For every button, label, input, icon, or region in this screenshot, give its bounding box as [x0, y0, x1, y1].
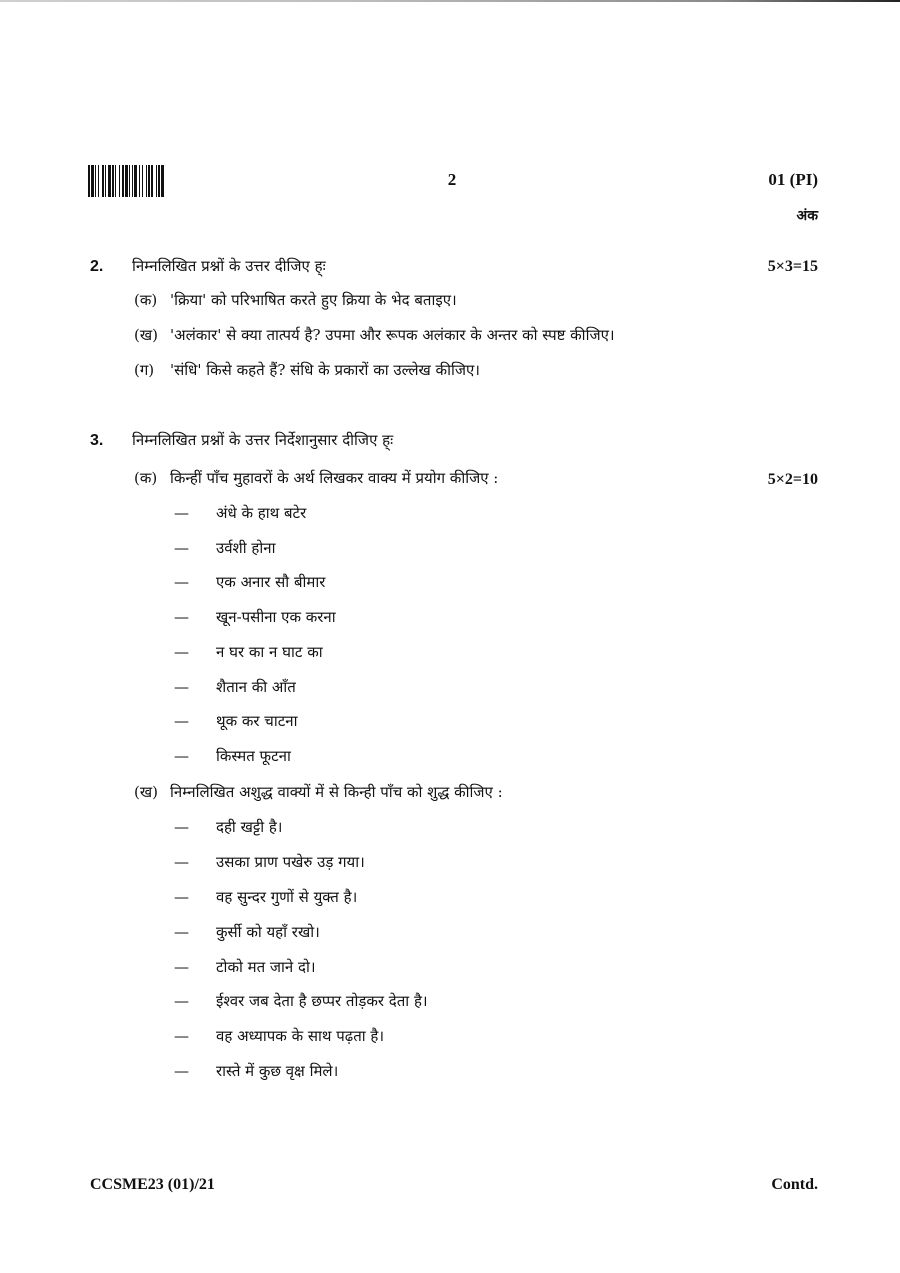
marks-column-heading: अंक — [796, 208, 818, 224]
dash-icon: — — [174, 992, 189, 1010]
dash-icon: — — [174, 573, 189, 591]
sentence-item — [174, 922, 320, 942]
dash-icon: — — [174, 958, 189, 976]
dash-icon: — — [174, 678, 189, 696]
item-text: वह अध्यापक के साथ पढ़ता है। — [216, 1027, 385, 1045]
sentence-item — [174, 1061, 338, 1081]
item-text: किस्मत फूटना — [216, 747, 291, 765]
item-text: वह सुन्दर गुणों से युक्त है। — [216, 888, 358, 906]
page-number: 2 — [447, 170, 457, 189]
part-text: किन्हीं पाँच मुहावरों के अर्थ लिखकर वाक्य में प्रयोग कीजिए : — [170, 469, 499, 487]
part-label: (क) — [134, 469, 158, 487]
item-text: दही खट्टी है। — [216, 818, 283, 836]
question-3-part-kha — [134, 782, 503, 802]
dash-icon: — — [174, 923, 189, 941]
question-2-marks: 5×3=15 — [767, 258, 818, 275]
sentence-item — [174, 991, 428, 1011]
question-3-number: 3. — [90, 432, 104, 449]
item-text: अंधे के हाथ बटेर — [216, 504, 307, 522]
dash-icon: — — [174, 888, 189, 906]
item-text: कुर्सी को यहाँ रखो। — [216, 923, 320, 941]
barcode-image — [88, 165, 248, 197]
item-text: रास्ते में कुछ वृक्ष मिले। — [216, 1062, 339, 1080]
sentence-item — [174, 1026, 384, 1046]
item-text: टोको मत जाने दो। — [216, 958, 316, 976]
dash-icon: — — [174, 747, 189, 765]
item-text: उर्वशी होना — [216, 539, 276, 557]
item-text: थूक कर चाटना — [216, 712, 298, 730]
footer-paper-code: CCSME23 (01)/21 — [90, 1176, 215, 1193]
part-label: (ख) — [134, 783, 158, 801]
idiom-item — [174, 503, 306, 523]
part-text: 'क्रिया' को परिभाषित करते हुए क्रिया के भेद बताइए। — [170, 291, 457, 309]
question-2-part-ka — [134, 290, 457, 310]
part-label: (ख) — [134, 326, 158, 344]
question-2-part-kha — [134, 325, 615, 345]
sentence-item — [174, 852, 365, 872]
part-label: (ग) — [134, 361, 155, 379]
item-text: न घर का न घाट का — [216, 643, 323, 661]
item-text: खून-पसीना एक करना — [216, 608, 336, 626]
dash-icon: — — [174, 853, 189, 871]
dash-icon: — — [174, 1027, 189, 1045]
sentence-item — [174, 817, 283, 837]
part-text: 'अलंकार' से क्या तात्पर्य है? उपमा और रूपक अलंकार के अन्तर को स्पष्ट कीजिए। — [170, 326, 615, 344]
dash-icon: — — [174, 539, 189, 557]
dash-icon: — — [174, 1062, 189, 1080]
paper-code: 01 (PI) — [768, 170, 818, 189]
footer-continued: Contd. — [771, 1176, 818, 1193]
part-label: (क) — [134, 291, 158, 309]
item-text: ईश्वर जब देता है छप्पर तोड़कर देता है। — [216, 992, 428, 1010]
question-2-instruction: निम्नलिखित प्रश्नों के उत्तर दीजिए ह्ः — [132, 257, 326, 275]
dash-icon: — — [174, 504, 189, 522]
sentence-item — [174, 887, 357, 907]
idiom-item — [174, 572, 325, 592]
idiom-item — [174, 677, 296, 697]
idiom-item — [174, 607, 336, 627]
question-2-number: 2. — [90, 258, 104, 275]
idiom-item — [174, 538, 275, 558]
idiom-item — [174, 711, 297, 731]
sentence-item — [174, 957, 316, 977]
dash-icon: — — [174, 608, 189, 626]
question-2-part-ga — [134, 360, 480, 380]
idiom-item — [174, 746, 291, 766]
part-text: 'संधि' किसे कहते हैं? संधि के प्रकारों का उल्लेख कीजिए। — [170, 361, 480, 379]
item-text: शैतान की आँत — [216, 678, 296, 696]
dash-icon: — — [174, 643, 189, 661]
idiom-item — [174, 642, 323, 662]
question-3-ka-marks: 5×2=10 — [767, 471, 818, 488]
dash-icon: — — [174, 818, 189, 836]
item-text: एक अनार सौ बीमार — [216, 573, 326, 591]
top-rule — [0, 0, 900, 2]
part-text: निम्नलिखित अशुद्ध वाक्यों में से किन्ही पाँच को शुद्ध कीजिए : — [170, 783, 503, 801]
item-text: उसका प्राण पखेरु उड़ गया। — [216, 853, 365, 871]
question-3-part-ka — [134, 468, 498, 488]
question-3-instruction: निम्नलिखित प्रश्नों के उत्तर निर्देशानुसार दीजिए ह्ः — [132, 431, 394, 449]
dash-icon: — — [174, 712, 189, 730]
